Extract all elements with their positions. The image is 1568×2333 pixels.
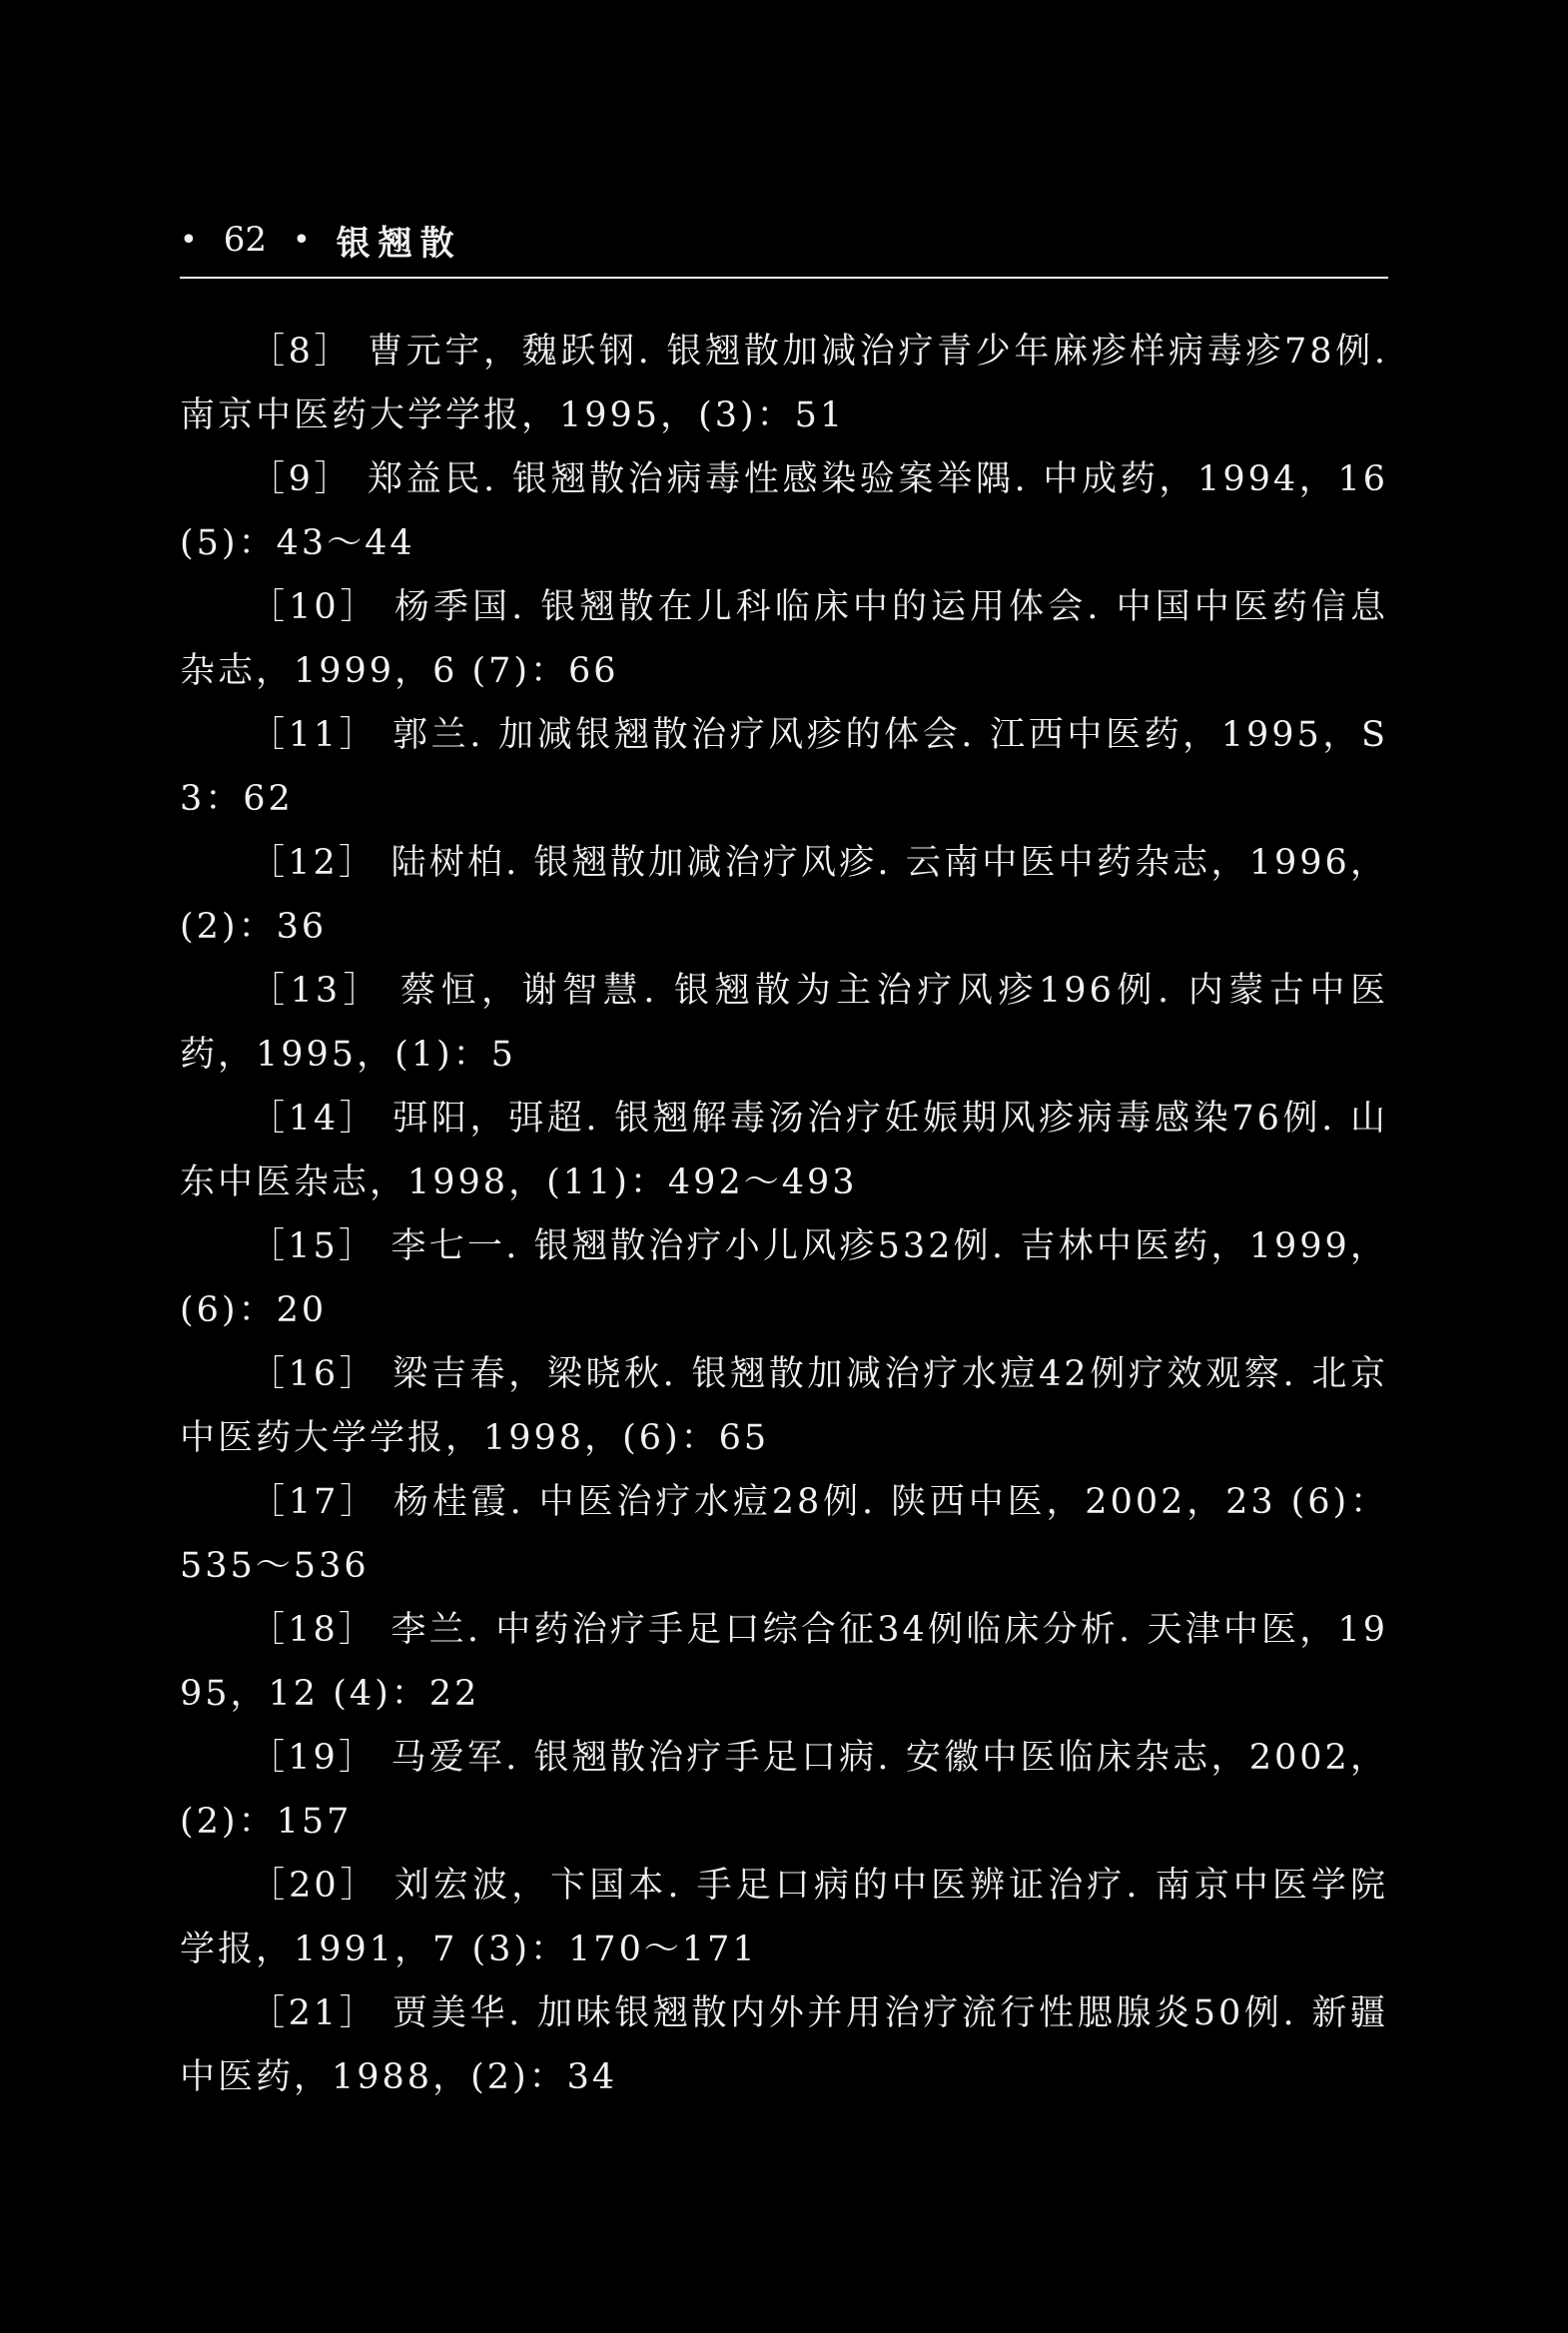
reference-item: ［11］ 郭兰. 加减银翘散治疗风疹的体会. 江西中医药，1995，S3：62 [180, 715, 1388, 819]
reference-item: ［13］ 蔡恒，谢智慧. 银翘散为主治疗风疹196例. 内蒙古中医药，1995，(1)：5 [180, 971, 1388, 1075]
reference-item: ［10］ 杨季国. 银翘散在儿科临床中的运用体会. 中国中医药信息杂志，1999，6 (7)：66 [180, 587, 1388, 691]
page-header [180, 212, 462, 268]
reference-item: ［18］ 李兰. 中药治疗手足口综合征34例临床分析. 天津中医，1995，12 (4)：22 [180, 1610, 1388, 1714]
reference-item: ［12］ 陆树柏. 银翘散加减治疗风疹. 云南中医中药杂志，1996，(2)：36 [180, 843, 1388, 947]
page-number: 62 [223, 220, 267, 260]
header-rule [180, 277, 1388, 279]
reference-item: ［16］ 梁吉春，梁晓秋. 银翘散加减治疗水痘42例疗效观察. 北京中医药大学学报，1998，(6)：65 [180, 1354, 1388, 1458]
reference-list [180, 320, 1388, 2109]
reference-item: ［19］ 马爱军. 银翘散治疗手足口病. 安徽中医临床杂志，2002，(2)：157 [180, 1738, 1388, 1842]
book-title: 银翘散 [336, 223, 462, 264]
reference-item: ［15］ 李七一. 银翘散治疗小儿风疹532例. 吉林中医药，1999，(6)：20 [180, 1226, 1388, 1330]
reference-item: ［17］ 杨桂霞. 中医治疗水痘28例. 陕西中医，2002，23 (6)：535～536 [180, 1482, 1388, 1586]
header-dot-left: • [180, 222, 198, 258]
reference-item: ［20］ 刘宏波，卞国本. 手足口病的中医辨证治疗. 南京中医学院学报，1991，7 (3)：170～171 [180, 1866, 1388, 1969]
reference-item: ［9］ 郑益民. 银翘散治病毒性感染验案举隅. 中成药，1994，16 (5)：43～44 [180, 459, 1388, 563]
reference-item: ［8］ 曹元宇，魏跃钢. 银翘散加减治疗青少年麻疹样病毒疹78例. 南京中医药大学学报，1995，(3)：51 [180, 332, 1388, 435]
reference-item: ［14］ 弭阳，弭超. 银翘解毒汤治疗妊娠期风疹病毒感染76例. 山东中医杂志，1998，(11)：492～493 [180, 1099, 1388, 1202]
header-dot-right: • [292, 222, 311, 258]
reference-item: ［21］ 贾美华. 加味银翘散内外并用治疗流行性腮腺炎50例. 新疆中医药，1988，(2)：34 [180, 1993, 1388, 2097]
